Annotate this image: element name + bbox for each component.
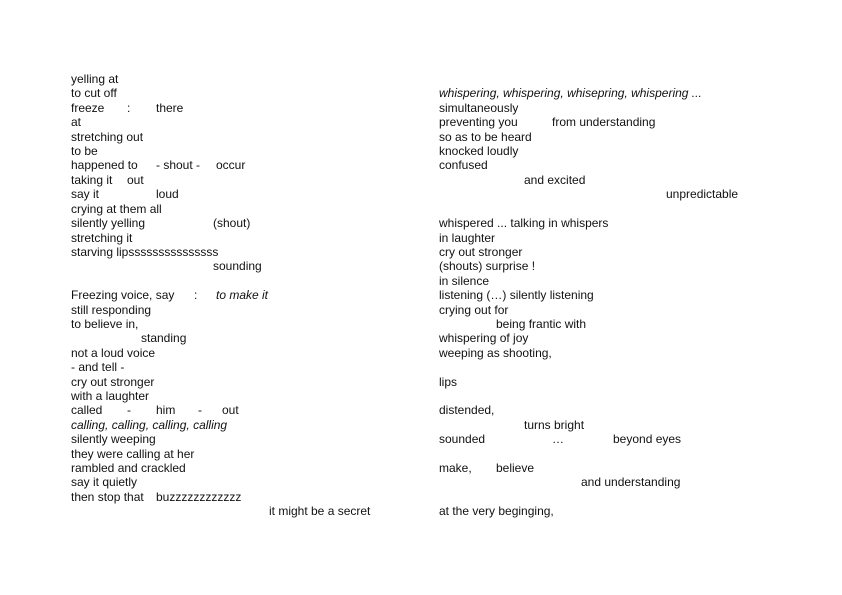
line-fragment: to make it xyxy=(216,288,269,302)
line-fragment: believe xyxy=(496,461,535,475)
line-fragment: there xyxy=(156,101,184,115)
line: so as to be heard xyxy=(439,130,532,144)
line: to cut off xyxy=(71,86,117,100)
line-fragment: loud xyxy=(156,187,179,201)
line-fragment: him xyxy=(156,403,176,417)
line: simultaneously xyxy=(439,101,519,115)
line: say it quietly xyxy=(71,475,138,489)
line: whispering of joy xyxy=(439,331,529,345)
line: called xyxy=(71,403,103,417)
line: stretching it xyxy=(71,231,133,245)
line: crying at them all xyxy=(71,202,162,216)
line: standing xyxy=(141,331,187,345)
line-fragment: from understanding xyxy=(552,115,656,129)
line: sounding xyxy=(213,259,262,273)
line: at xyxy=(71,115,82,129)
line: to be xyxy=(71,144,98,158)
line: freeze xyxy=(71,101,105,115)
line: being frantic with xyxy=(496,317,587,331)
line: taking it xyxy=(71,173,113,187)
line-fragment: … xyxy=(552,432,564,446)
line: still responding xyxy=(71,303,152,317)
line-fragment: - shout - xyxy=(156,158,201,172)
line: confused xyxy=(439,158,488,172)
line-fragment: out xyxy=(127,173,144,187)
line: listening (…) silently listening xyxy=(439,288,594,302)
line: Freezing voice, say xyxy=(71,288,175,302)
line: whispered ... talking in whispers xyxy=(439,216,609,230)
line: distended, xyxy=(439,403,495,417)
line: yelling at xyxy=(71,72,119,86)
line: to believe in, xyxy=(71,317,139,331)
line-fragment: (shout) xyxy=(213,216,251,230)
line: calling, calling, calling, calling xyxy=(71,418,228,432)
line: in laughter xyxy=(439,231,496,245)
line-fragment: : xyxy=(194,288,198,302)
line: - and tell - xyxy=(71,360,125,374)
line: and excited xyxy=(524,173,586,187)
line-fragment: out xyxy=(222,403,239,417)
line: then stop that xyxy=(71,490,144,504)
line-fragment: : xyxy=(127,101,131,115)
line: knocked loudly xyxy=(439,144,519,158)
line-fragment: occur xyxy=(216,158,246,172)
line: lips xyxy=(439,375,458,389)
line: cry out stronger xyxy=(439,245,523,259)
line: in silence xyxy=(439,274,490,288)
line: silently yelling xyxy=(71,216,146,230)
line-fragment: buzzzzzzzzzzzz xyxy=(156,490,242,504)
line: it might be a secret xyxy=(269,504,371,518)
line-fragment: - xyxy=(127,403,131,417)
line: rambled and crackled xyxy=(71,461,186,475)
line: cry out stronger xyxy=(71,375,155,389)
line: not a loud voice xyxy=(71,346,156,360)
line: sounded xyxy=(439,432,486,446)
line: they were calling at her xyxy=(71,447,195,461)
line: turns bright xyxy=(524,418,585,432)
line-fragment: beyond eyes xyxy=(613,432,682,446)
line: and understanding xyxy=(581,475,681,489)
line: crying out for xyxy=(439,303,509,317)
line: (shouts) surprise ! xyxy=(439,259,536,273)
line: silently weeping xyxy=(71,432,156,446)
line: unpredictable xyxy=(666,187,739,201)
line-fragment: - xyxy=(198,403,202,417)
line: with a laughter xyxy=(71,389,150,403)
line: weeping as shooting, xyxy=(439,346,552,360)
line: say it xyxy=(71,187,100,201)
line: at the very beginging, xyxy=(439,504,554,518)
line: whispering, whispering, whisepring, whispering ... xyxy=(439,86,702,100)
line: happened to xyxy=(71,158,138,172)
line: make, xyxy=(439,461,472,475)
line: stretching out xyxy=(71,130,144,144)
line: starving lipsssssssssssssss xyxy=(71,245,219,259)
line: preventing you xyxy=(439,115,518,129)
